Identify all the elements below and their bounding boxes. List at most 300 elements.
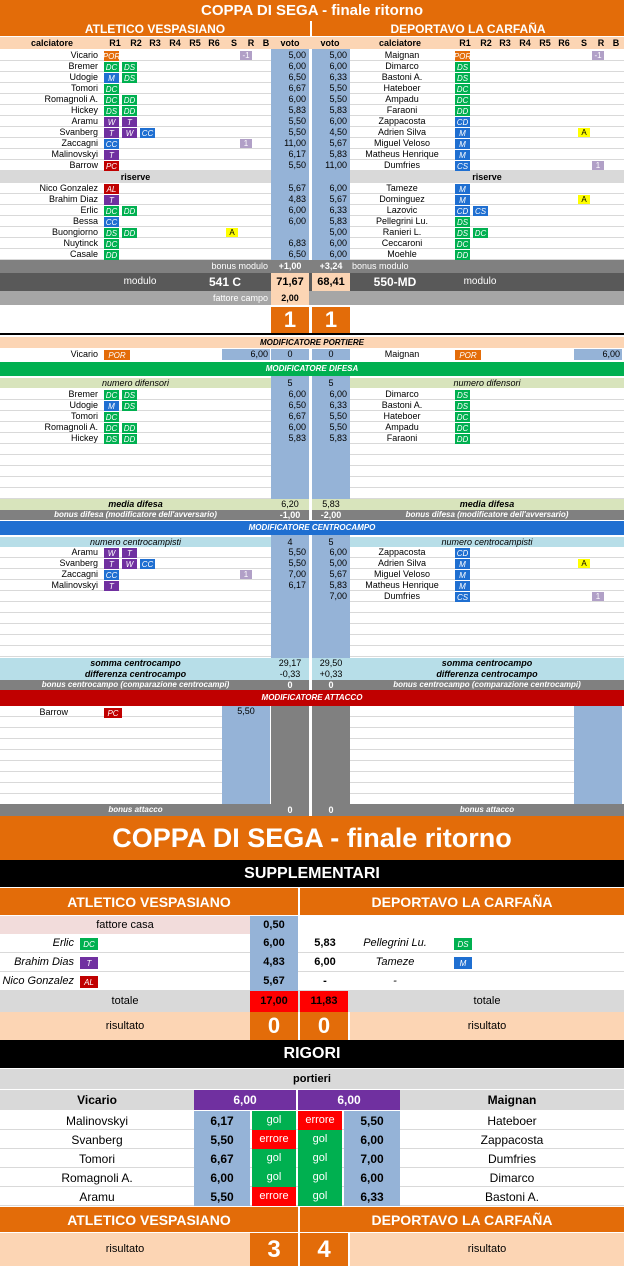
role-tag: T [122, 117, 137, 127]
md-home-name: Udogie [69, 400, 98, 410]
supp-totale-label: totale [111, 995, 139, 1007]
grid-row [350, 750, 574, 761]
b-badge: A [578, 195, 590, 204]
rig-away-name: Zappacosta [480, 1132, 544, 1147]
role-tag: DC [456, 412, 469, 422]
grid-row [350, 772, 574, 783]
mc-away-name: Adrien Silva [377, 558, 427, 568]
role-tag: M [455, 184, 470, 194]
player-name: Casale [69, 249, 98, 259]
rig-home-name: Tomori [78, 1151, 115, 1166]
voto: 5,00 [312, 227, 350, 238]
grid-row [0, 783, 222, 794]
md-home-voto: 6,67 [288, 411, 306, 421]
player-name: Dimarco [385, 61, 419, 71]
voto: 6,67 [271, 83, 309, 94]
rig-away-team: DEPORTAVO LA CARFAÑA [300, 1207, 624, 1232]
role-tag: W [122, 559, 137, 569]
supp-away-name: Tameze [375, 956, 415, 968]
player-name: Tomori [70, 83, 98, 93]
voto: 5,50 [271, 116, 309, 127]
md-home-voto: 6,00 [288, 389, 306, 399]
supp-away-name: - [393, 975, 397, 987]
rig-home-val: 5,50 [194, 1187, 250, 1206]
role-tag: DS [456, 228, 469, 238]
role-tag: DC [80, 938, 98, 950]
player-name: Zappacosta [378, 116, 426, 126]
ma-home-val: 5,50 [237, 706, 255, 716]
md-home-voto: 6,00 [288, 422, 306, 432]
role-tag: W [104, 117, 119, 127]
grid-row [350, 646, 624, 657]
role-tag: POR [453, 51, 472, 61]
mc-home-name: Aramu [71, 547, 98, 557]
role-tag: DC [474, 228, 487, 238]
grid-row [350, 739, 574, 750]
mc-home-name: Malinovskyi [51, 580, 98, 590]
role-tag: M [455, 150, 470, 160]
grid-row [350, 635, 624, 646]
role-tag: DD [456, 106, 469, 116]
grid-row [350, 613, 624, 624]
rig-home-team: ATLETICO VESPASIANO [0, 1207, 298, 1232]
grid-row [350, 455, 624, 466]
grid-row [0, 444, 271, 455]
goals-away: 1 [312, 307, 350, 333]
supp-totale-label-away: totale [473, 995, 501, 1007]
player-name: Bastoni A. [381, 72, 423, 82]
b-badge: A [578, 559, 590, 568]
role-tag: T [104, 150, 119, 160]
mc-away-voto: 5,83 [329, 580, 347, 590]
voto: 5,83 [271, 105, 309, 116]
mp-away-val: 6,00 [574, 349, 622, 360]
grid-row [350, 477, 624, 488]
grid-row [0, 613, 271, 624]
voto: 6,00 [312, 116, 350, 127]
md-away-name: Dimarco [385, 389, 419, 399]
mp-away-mod: 0 [312, 349, 350, 360]
grid-row [350, 624, 624, 635]
md-away-num: 5 [328, 378, 334, 388]
rig-home-val: 6,67 [194, 1149, 250, 1168]
role-tag: DD [123, 95, 136, 105]
ma-away-val-col [574, 706, 622, 804]
mc-away-name: Miguel Veloso [373, 569, 431, 579]
md-media-label-away: media difesa [350, 499, 624, 510]
voto: 11,00 [271, 138, 309, 149]
col-calciatore: calciatore [30, 37, 74, 48]
role-tag: DS [454, 938, 472, 950]
role-tag: DS [456, 62, 469, 72]
mc-away-diff: +0,33 [312, 669, 350, 680]
mod-attacco-title: MODIFICATORE ATTACCO [0, 690, 624, 706]
mc-home-name: Svanberg [59, 558, 98, 568]
grid-row [0, 761, 222, 772]
grid-row [350, 728, 574, 739]
md-away-bonus: -2,00 [312, 510, 350, 520]
supp-away-name: Pellegrini Lu. [363, 937, 427, 949]
player-name: Vicario [70, 50, 98, 60]
rig-home-gk-val: 6,00 [194, 1090, 296, 1110]
mc-away-num: 5 [328, 537, 334, 547]
md-away-voto: 5,83 [329, 433, 347, 443]
player-name: Dumfries [383, 160, 420, 170]
role-tag: CC [105, 139, 118, 149]
ma-home-col [271, 706, 309, 804]
md-away-name: Hateboer [383, 411, 421, 421]
rig-away-val: 6,00 [344, 1130, 400, 1149]
mc-away-voto: 5,67 [329, 569, 347, 579]
role-tag: T [104, 559, 119, 569]
player-name: Zaccagni [61, 138, 98, 148]
voto: 5,50 [312, 94, 350, 105]
rig-away-res: gol [298, 1130, 342, 1149]
role-tag: PC [105, 161, 118, 171]
role-tag: DD [456, 434, 469, 444]
md-home-name: Bremer [68, 389, 98, 399]
role-tag: M [455, 195, 470, 205]
role-tag: DS [123, 401, 136, 411]
md-bonus-label: bonus difesa (modificatore dell'avversario) [0, 510, 271, 520]
mc-away-voto: 5,00 [329, 558, 347, 568]
fattore-campo-value: 2,00 [271, 291, 309, 305]
s-badge: 1 [592, 592, 604, 601]
s-badge: -1 [240, 51, 252, 60]
grid-row [0, 728, 222, 739]
role-tag: DC [105, 62, 118, 72]
col-r5-away: R5 [539, 37, 551, 48]
player-name: Tameze [386, 183, 418, 193]
voto: 6,00 [271, 205, 309, 216]
player-name: Miguel Veloso [373, 138, 431, 148]
role-tag: CC [141, 559, 154, 569]
s-badge: -1 [592, 51, 604, 60]
role-tag: CD [456, 117, 469, 127]
bonus-modulo-label-away: bonus modulo [352, 261, 409, 271]
voto: 6,00 [312, 249, 350, 260]
voto: 5,00 [271, 50, 309, 61]
rig-away-name: Dimarco [489, 1170, 535, 1185]
grid-row [0, 477, 271, 488]
supp-home-team: ATLETICO VESPASIANO [0, 888, 298, 915]
player-name: Pellegrini Lu. [375, 216, 429, 226]
player-name: Dominguez [379, 194, 425, 204]
role-tag: M [104, 73, 119, 83]
col-b-away: B [612, 37, 620, 48]
col-s-away: S [580, 37, 587, 48]
grid-row [350, 706, 574, 717]
role-tag: DS [456, 73, 469, 83]
supp-home-res: 0 [250, 1012, 298, 1040]
role-tag: CD [456, 206, 469, 216]
player-name: Erlic [80, 205, 98, 215]
role-tag: CC [105, 217, 118, 227]
rig-away-res: gol [298, 1168, 342, 1187]
player-name: Udogie [69, 72, 98, 82]
ma-away-bonus: 0 [312, 804, 350, 816]
role-tag: DC [105, 239, 118, 249]
role-tag: DC [105, 390, 118, 400]
rig-home-res: errore [252, 1187, 296, 1206]
voto: 5,83 [312, 216, 350, 227]
role-tag: DD [123, 228, 136, 238]
player-name: Matheus Henrique [365, 149, 439, 159]
bonus-modulo-label: bonus modulo [211, 261, 268, 271]
total-away: 68,41 [312, 273, 350, 291]
supp-risultato-label-away: risultato [350, 1012, 624, 1040]
col-r1: R1 [109, 37, 121, 48]
col-calciatore-away: calciatore [378, 37, 422, 48]
voto: 5,50 [271, 160, 309, 171]
role-tag: M [455, 559, 470, 569]
grid-row [0, 624, 271, 635]
grid-row [350, 761, 574, 772]
md-away-voto: 6,00 [329, 389, 347, 399]
md-away-name: Bastoni A. [381, 400, 423, 410]
col-r6-away: R6 [558, 37, 570, 48]
role-tag: DS [123, 390, 136, 400]
supp-home-val: 5,67 [250, 972, 298, 991]
rig-away-gk-val: 6,00 [298, 1090, 400, 1110]
rig-away-name: Bastoni A. [484, 1189, 540, 1204]
rig-away-val: 6,33 [344, 1187, 400, 1206]
player-name: Ranieri L. [382, 227, 422, 237]
voto: 5,83 [312, 105, 350, 116]
mp-away-name: Maignan [384, 349, 420, 359]
role-tag: DD [105, 250, 118, 260]
md-away-name: Ampadu [385, 422, 419, 432]
role-tag: CD [456, 548, 469, 558]
s-badge: 1 [240, 139, 252, 148]
col-s: S [230, 37, 237, 48]
role-tag: CS [456, 592, 469, 602]
voto: 6,50 [271, 72, 309, 83]
voto: 6,17 [271, 149, 309, 160]
mp-home-mod: 0 [271, 349, 309, 360]
col-r-away: R [597, 37, 605, 48]
rig-home-gk: Vicario [0, 1090, 194, 1110]
md-home-media: 6,20 [271, 499, 309, 510]
ma-home-val-col [222, 706, 270, 804]
role-tag: POR [104, 350, 130, 360]
rigori-title: RIGORI [0, 1040, 624, 1068]
modulo-label: modulo [123, 276, 157, 287]
mc-home-somma: 29,17 [271, 658, 309, 669]
rig-away-res: gol [298, 1149, 342, 1168]
rig-home-val: 6,17 [194, 1111, 250, 1130]
mc-home-num: 4 [287, 537, 293, 547]
rig-away-gk: Maignan [400, 1090, 624, 1110]
role-tag: POR [455, 350, 481, 360]
md-num-label-away: numero difensori [350, 378, 624, 388]
riserve-home: riserve [0, 171, 271, 183]
ma-home-bonus: 0 [271, 804, 309, 816]
voto: 6,50 [271, 249, 309, 260]
role-tag: M [455, 570, 470, 580]
voto: 6,00 [271, 61, 309, 72]
mc-home-diff: -0,33 [271, 669, 309, 680]
role-tag: T [104, 128, 119, 138]
ma-bonus-label: bonus attacco [0, 804, 271, 816]
col-r3: R3 [149, 37, 161, 48]
player-name: Ampadu [385, 94, 419, 104]
role-tag: DC [105, 84, 118, 94]
rig-away-res: gol [298, 1187, 342, 1206]
voto: 5,83 [312, 149, 350, 160]
role-tag: DS [105, 228, 118, 238]
mc-away-voto: 6,00 [329, 547, 347, 557]
mc-away-voto: 7,00 [329, 591, 347, 601]
riserve-away: riserve [350, 171, 624, 183]
rig-away-res: errore [298, 1111, 342, 1130]
role-tag: M [455, 128, 470, 138]
role-tag: DC [456, 423, 469, 433]
role-tag: CC [105, 570, 118, 580]
md-media-label: media difesa [0, 499, 271, 510]
rig-home-res: gol [252, 1168, 296, 1187]
mc-home-voto: 7,00 [288, 569, 306, 579]
player-name: Barrow [69, 160, 98, 170]
rig-away-name: Dumfries [487, 1151, 536, 1166]
player-name: Ceccaroni [381, 238, 423, 248]
mc-bonus-label-away: bonus centrocampo (comparazione centrocampi) [350, 680, 624, 690]
supp-away-team: DEPORTAVO LA CARFAÑA [300, 888, 624, 915]
fattore-casa-label: fattore casa [0, 916, 250, 934]
col-r2-away: R2 [480, 37, 492, 48]
role-tag: CS [456, 161, 469, 171]
voto: 6,33 [312, 205, 350, 216]
divider [0, 333, 624, 335]
mp-home-name: Vicario [70, 349, 98, 359]
player-name: Nico Gonzalez [39, 183, 98, 193]
voto: 11,00 [312, 160, 350, 171]
role-tag: DC [456, 84, 469, 94]
supp-away-tot: 11,83 [300, 991, 348, 1012]
role-tag: DS [123, 73, 136, 83]
role-tag: W [104, 548, 119, 558]
role-tag: DS [123, 62, 136, 72]
grid-row [0, 455, 271, 466]
mod-difesa-title: MODIFICATORE DIFESA [0, 362, 624, 376]
ma-away-col [312, 706, 350, 804]
grid-row [0, 750, 222, 761]
mc-somma-label: somma centrocampo [0, 658, 271, 669]
mc-away-name: Matheus Henrique [365, 580, 439, 590]
role-tag: POR [102, 51, 121, 61]
md-away-voto: 6,33 [329, 400, 347, 410]
voto [271, 227, 309, 238]
rig-home-val: 5,50 [194, 1130, 250, 1149]
ma-bonus-label-away: bonus attacco [350, 804, 624, 816]
player-name: Maignan [384, 50, 420, 60]
rig-away-name: Hateboer [487, 1113, 537, 1128]
col-voto: voto [280, 37, 300, 48]
rig-home-res: errore [252, 1130, 296, 1149]
bottom-title: COPPA DI SEGA - finale ritorno [0, 816, 624, 860]
col-r4: R4 [169, 37, 181, 48]
role-tag: DC [456, 239, 469, 249]
player-name: Nuytinck [63, 238, 98, 248]
rig-risultato-label: risultato [0, 1233, 250, 1266]
mc-home-name: Zaccagni [61, 569, 98, 579]
mc-away-name: Zappacosta [378, 547, 426, 557]
mc-num-label-away: numero centrocampisti [350, 537, 624, 547]
mc-home-voto: 5,50 [288, 558, 306, 568]
col-r1-away: R1 [459, 37, 471, 48]
col-b: B [262, 37, 270, 48]
fattore-campo-bar [0, 291, 624, 305]
grid-row [350, 783, 574, 794]
mc-diff-label-away: differenza centrocampo [350, 669, 624, 680]
page-title: COPPA DI SEGA - finale ritorno [0, 0, 624, 21]
away-team-name: DEPORTAVO LA CARFAÑA [312, 21, 624, 36]
player-name: Moehle [387, 249, 417, 259]
role-tag: DS [456, 401, 469, 411]
rig-away-val: 6,00 [344, 1168, 400, 1187]
md-away-media: 5,83 [312, 499, 350, 510]
col-r2: R2 [130, 37, 142, 48]
supp-home-val: 4,83 [250, 953, 298, 972]
b-badge: A [578, 128, 590, 137]
mc-bonus-label: bonus centrocampo (comparazione centrocampi) [0, 680, 271, 690]
md-home-bonus: -1,00 [271, 510, 309, 520]
voto: 5,50 [312, 83, 350, 94]
modulo-label-away: modulo [463, 276, 497, 287]
mc-away-bonus: 0 [312, 680, 350, 690]
mod-portiere-title: MODIFICATORE PORTIERE [0, 337, 624, 348]
rig-home-res: gol [252, 1149, 296, 1168]
supp-title: SUPPLEMENTARI [0, 860, 624, 887]
voto: 5,67 [312, 138, 350, 149]
fattore-campo-label: fattore campo [212, 292, 268, 303]
rig-home-name: Romagnoli A. [61, 1170, 133, 1185]
md-home-voto: 5,83 [288, 433, 306, 443]
rig-risultato-label-away: risultato [350, 1233, 624, 1266]
md-away-voto: 5,50 [329, 411, 347, 421]
md-home-name: Romagnoli A. [44, 422, 98, 432]
grid-row [0, 635, 271, 646]
md-num-label: numero difensori [0, 378, 271, 388]
grid-row [350, 602, 624, 613]
voto: 4,83 [271, 194, 309, 205]
mc-home-voto: 5,50 [288, 547, 306, 557]
supp-home-name: Nico Gonzalez [2, 975, 74, 987]
role-tag: DD [456, 250, 469, 260]
rig-home-name: Malinovskyi [65, 1113, 128, 1128]
role-tag: DS [456, 390, 469, 400]
role-tag: CC [141, 128, 154, 138]
rig-away-res-total: 4 [300, 1233, 348, 1266]
ma-home-name: Barrow [39, 707, 68, 717]
role-tag: DC [105, 206, 118, 216]
mc-away-somma: 29,50 [312, 658, 350, 669]
voto: 6,83 [271, 238, 309, 249]
grid-row [350, 444, 624, 455]
role-tag: DD [123, 423, 136, 433]
role-tag: AL [104, 184, 119, 194]
bonus-modulo-home: +1,00 [278, 261, 302, 271]
portieri-label: portieri [0, 1069, 624, 1089]
voto: 4,50 [312, 127, 350, 138]
modulo-home: 541 C [208, 275, 242, 289]
role-tag: DD [123, 434, 136, 444]
grid-row [0, 466, 271, 477]
role-tag: DC [105, 412, 118, 422]
mc-home-bonus: 0 [271, 680, 309, 690]
grid-row [350, 488, 624, 499]
role-tag: T [104, 195, 119, 205]
